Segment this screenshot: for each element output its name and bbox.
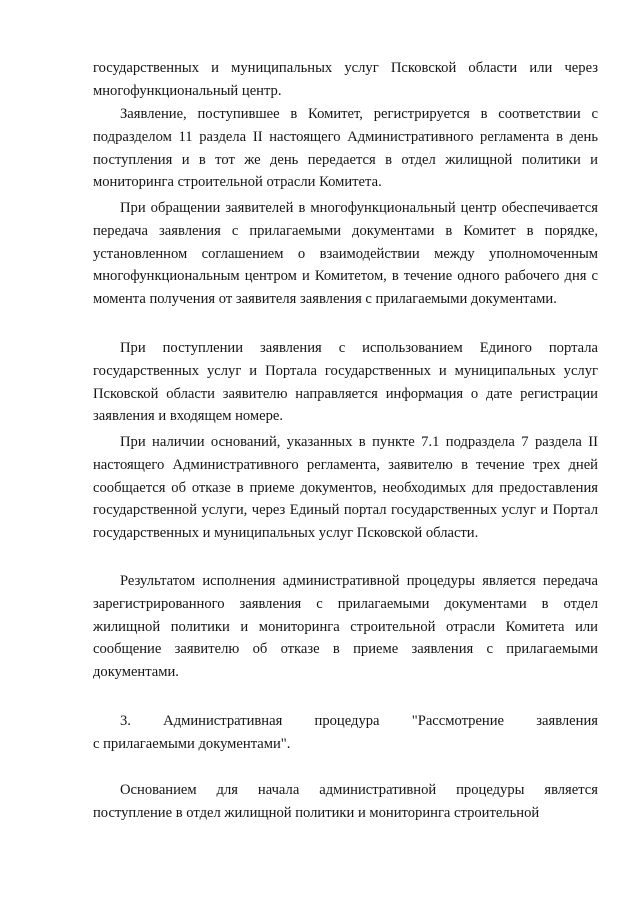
paragraph-mfc-transfer	[93, 197, 598, 311]
section-number: 3.	[120, 713, 131, 729]
paragraph-portal-notification	[93, 337, 598, 428]
paragraph-text: При обращении заявителей в многофункциональный центр обеспечивается передача заявления с прилагаемыми документами в Комитет в порядке, установленном соглашением о взаимодействии между уполномоченным многофункциональным центром и Комитетом, в течение одного рабочего дня с момента получения от заявителя заявления с прилагаемыми документами.	[93, 200, 598, 308]
paragraph-continuation	[93, 57, 598, 103]
paragraph-text: Результатом исполнения административной процедуры является передача зарегистрированного заявления с прилагаемыми документами в отдел жилищной политики и мониторинга строительной отрасли Комитета или сообщение заявителю об отказе в приеме заявления с прилагаемыми документами.	[93, 573, 598, 681]
section-heading-line-2: с прилагаемыми документами".	[93, 735, 291, 752]
heading-word: заявления	[536, 713, 598, 729]
paragraph-text: Основанием для начала административной процедуры является поступление в отдел жилищной политики и мониторинга строительной	[93, 782, 598, 821]
paragraph-procedure-result	[93, 570, 598, 684]
paragraph-text: государственных и муниципальных услуг Псковской области или через многофункциональный центр.	[93, 60, 598, 99]
paragraph-text: При наличии оснований, указанных в пункте 7.1 подраздела 7 раздела II настоящего Административного регламента, заявителю в течение трех дней сообщается об отказе в приеме документов, необходимых для предоставления государственной услуги, через Единый портал государственных услуг и Портал государственных и муниципальных услуг Псковской области.	[93, 434, 598, 542]
paragraph-text: Заявление, поступившее в Комитет, регистрируется в соответствии с подразделом 11 раздела II настоящего Административного регламента в день поступления и в тот же день передается в отдел жилищной политики и мониторинга строительной отрасли Комитета.	[93, 106, 598, 191]
heading-word: "Рассмотрение	[411, 713, 505, 729]
paragraph-registration	[93, 103, 598, 194]
section-heading-line-1	[93, 710, 598, 733]
paragraph-refusal-grounds	[93, 431, 598, 545]
paragraph-procedure-basis	[93, 779, 598, 825]
heading-word: процедура	[314, 713, 380, 729]
heading-word: Административная	[163, 713, 283, 729]
section-heading	[93, 710, 598, 756]
paragraph-text: При поступлении заявления с использованием Единого портала государственных услуг и Портала государственных и муниципальных услуг Псковской области заявителю направляется информация о дате регистрации заявления и входящем номере.	[93, 340, 598, 425]
